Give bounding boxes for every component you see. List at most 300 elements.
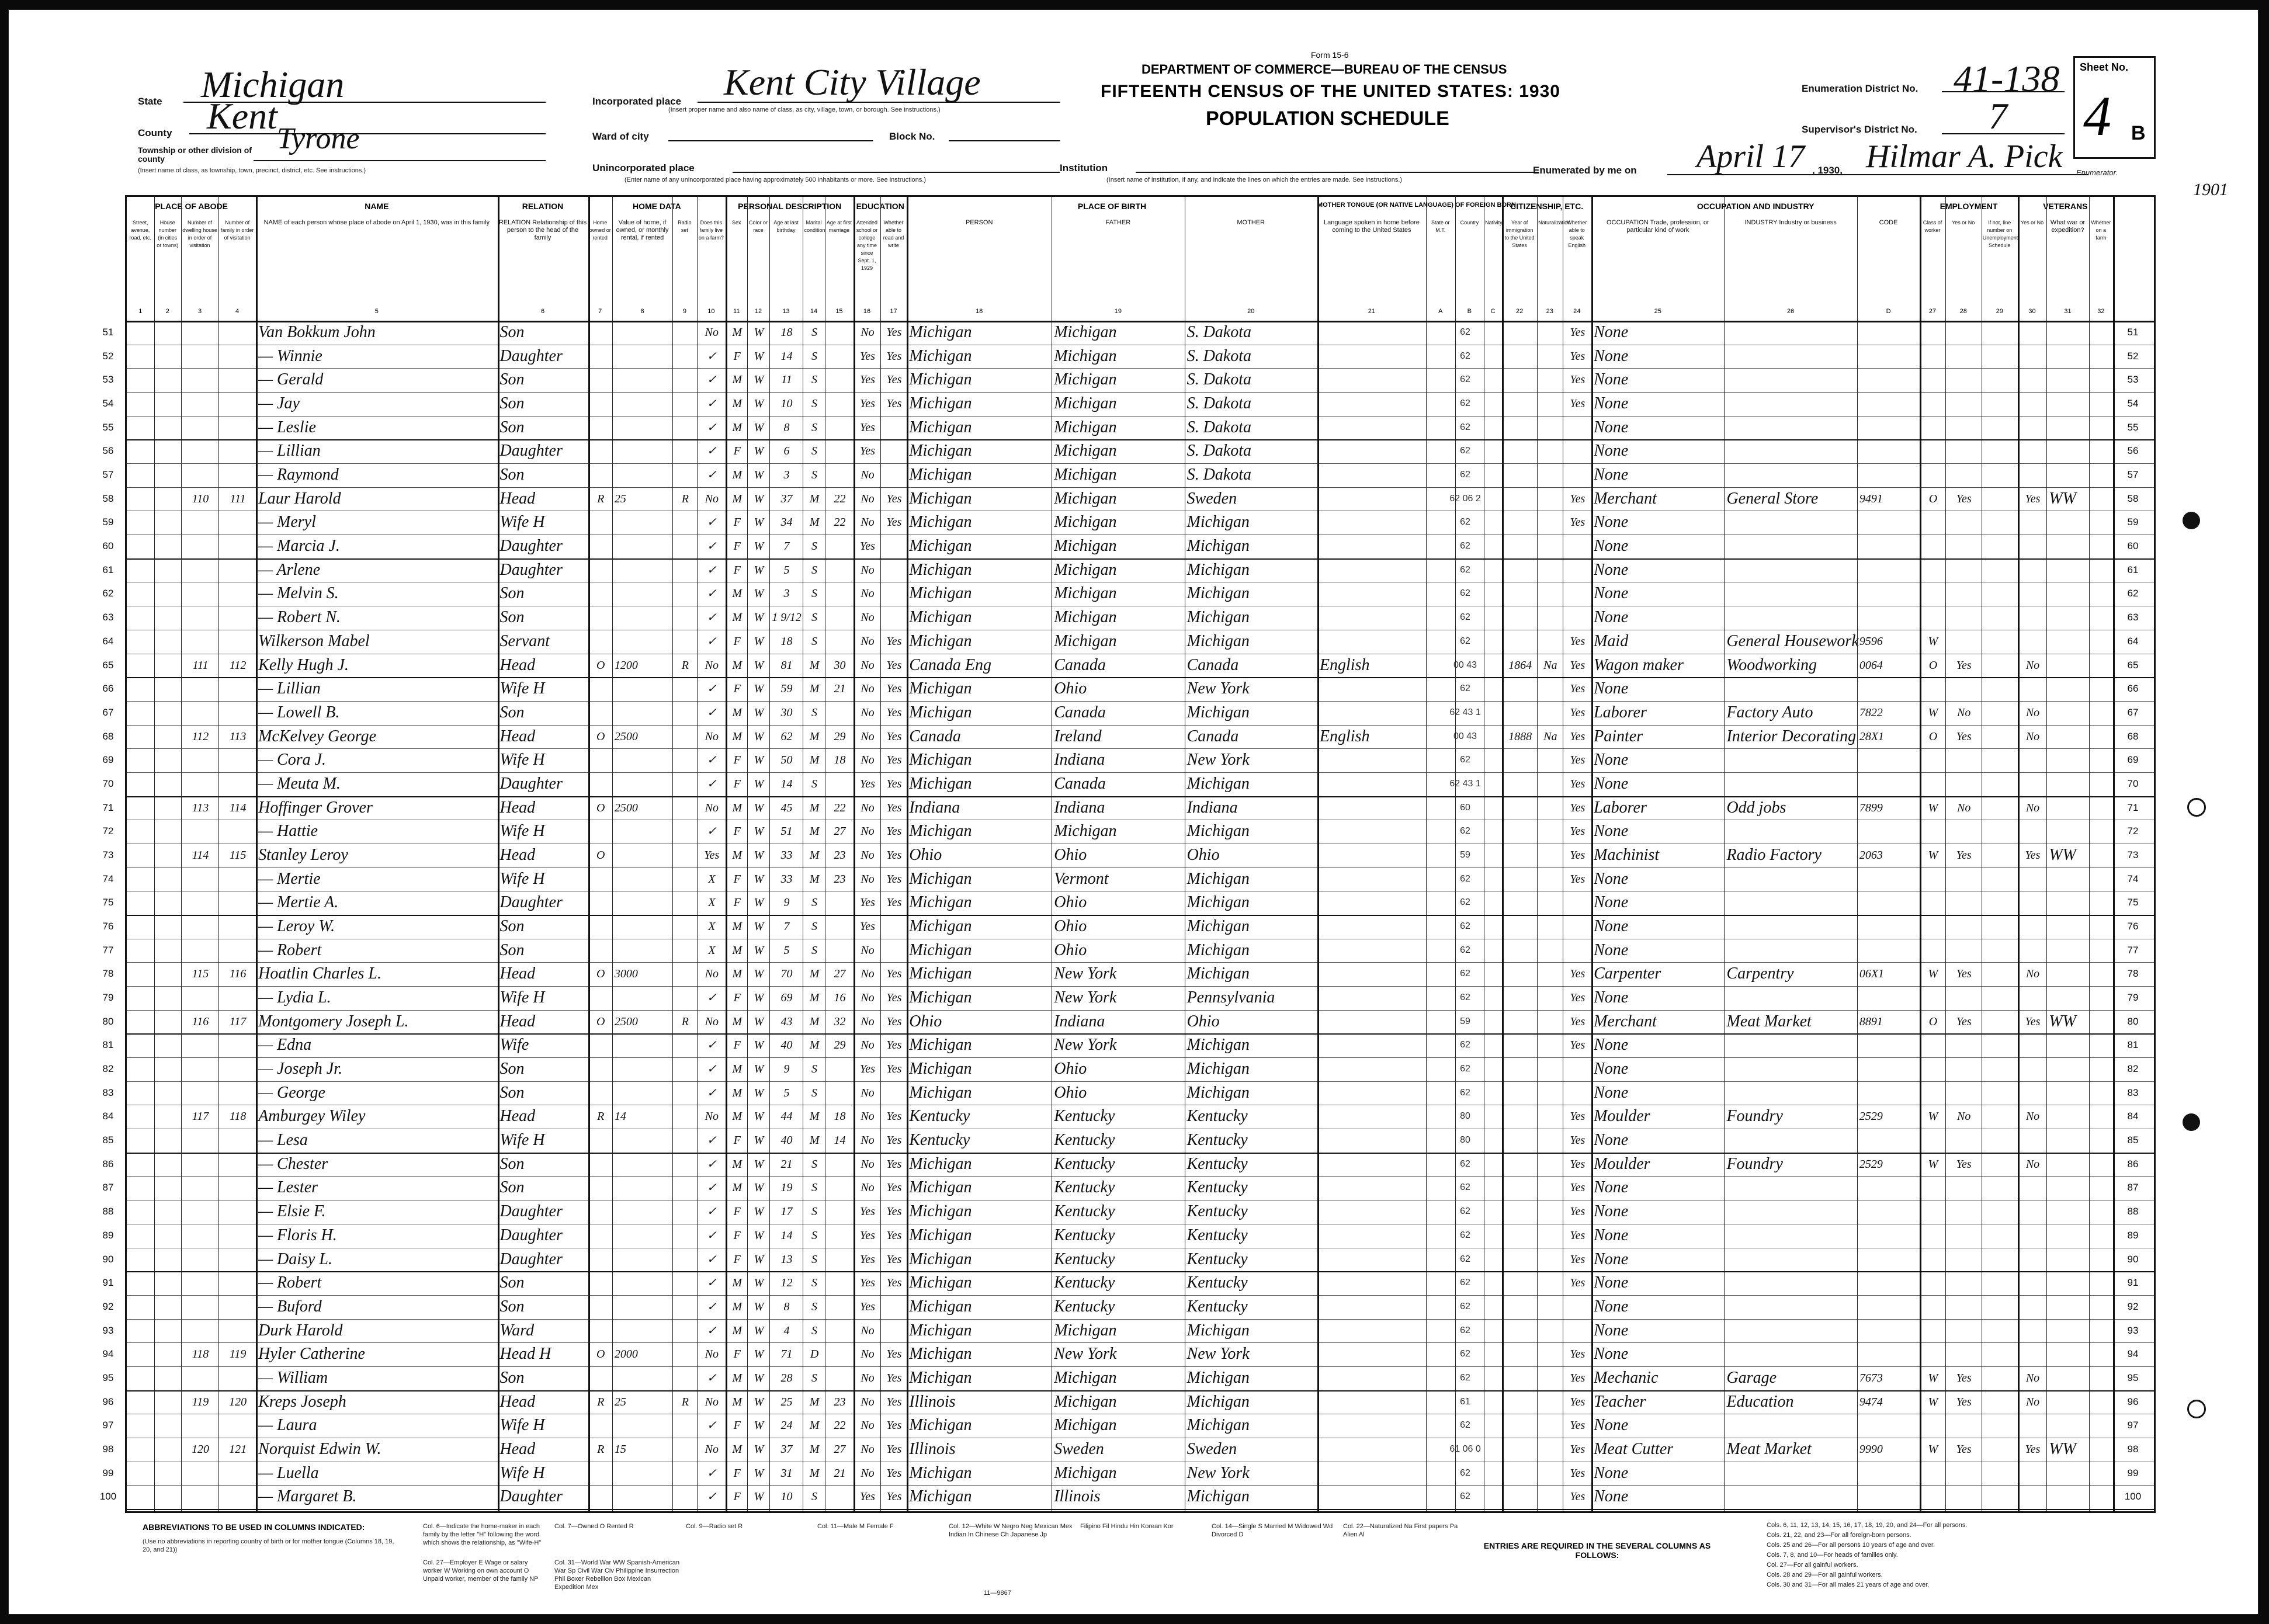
cell-icode [1859,321,1918,344]
cell-icode [1859,416,1918,439]
cell-imm [1504,844,1536,867]
cell-icode: 7899 [1859,801,1883,814]
cell-ind [1726,1342,1855,1366]
cell-agem [827,1271,853,1295]
abbrev-note: (Use no abbreviations in reporting country of birth or for mother tongue (Columns 18, 19, 20, and 21)) [143,1538,394,1553]
cell-school: No [861,587,875,601]
line-number-left: 78 [102,968,114,980]
cell-own [591,1153,611,1176]
block-label: Block No. [889,131,935,142]
cell-nat [1539,321,1561,344]
cell-age: 43 [780,1015,793,1028]
cell-family [221,939,255,962]
cell-occ: Moulder [1594,1107,1650,1126]
cell-lang [1320,891,1425,914]
column-number: 6 [540,308,545,315]
cell-ind: Meat Market [1726,1439,1812,1458]
line-number-right: 80 [2127,1015,2139,1027]
cell-vet: No [2025,706,2040,719]
cell-radio [675,962,695,985]
line-number-right: 56 [2127,445,2139,457]
cell-imm [1504,1366,1536,1390]
abbrev-note-item: Col. 31—World War WW Spanish-American War Sp Civil War Civ Philippine Insurrection Phil Boxer Rebellion Box Mexican Expedition Mex [554,1559,679,1591]
cell-agem [827,891,853,914]
line-number-right: 89 [2127,1229,2139,1241]
cell-marital: M [809,848,820,862]
cell-imm [1504,321,1536,344]
cell-name: Kelly Hugh J. [258,655,349,674]
column-divider [588,197,590,1511]
cell-lang [1320,867,1425,891]
cell-eng: Yes [1570,1419,1585,1432]
cell-nat [1539,986,1561,1009]
cell-lang [1320,1414,1425,1437]
line-number-right: 63 [2127,612,2139,623]
table-row [102,1010,2154,1035]
table-row [102,1033,2154,1058]
column-number: 28 [1959,308,1967,315]
cell-eng [1565,582,1591,605]
cell-race: W [754,943,764,957]
cell-eng [1565,535,1591,558]
abbrev-note-item: Col. 22—Naturalized Na First papers Pa Alien Al [1343,1523,1458,1538]
table-row [102,986,2154,1011]
county-line [189,133,546,134]
column-header: Marital condition [804,220,825,233]
cell-agem: 18 [834,754,846,767]
cell-vet [2020,1224,2046,1247]
cell-emp [1948,535,1980,558]
cell-dwelling [183,1462,217,1485]
cell-radio [675,867,695,891]
cell-imm [1504,1271,1536,1295]
cell-fbp: Michigan [1054,1321,1117,1340]
cell-race: W [754,991,764,1005]
cell-family [221,915,255,938]
enumeration-district-value: 41-138 [1954,58,2060,99]
cell-bp: Michigan [909,466,972,484]
column-group-4: PERSONAL DESCRIPTION [738,202,842,211]
cell-radio [675,1342,695,1366]
cell-ind [1726,368,1855,391]
cell-mbp: Kentucky [1186,1273,1248,1292]
cell-lang [1320,630,1425,653]
cell-radio [675,677,695,700]
cell-age: 71 [780,1348,793,1361]
table-row [102,820,2154,844]
cell-fbp: Kentucky [1054,1107,1115,1126]
cell-ind [1726,606,1855,629]
cell-war [2049,748,2087,772]
cell-sex: M [732,1371,743,1384]
cell-eng: Yes [1570,1181,1585,1195]
cell-fbp: Michigan [1054,822,1117,841]
cell-cw [1922,986,1944,1009]
cell-vet [2020,748,2046,772]
cell-relation: Daughter [499,442,563,460]
cell-bp: Michigan [909,1178,972,1197]
cell-mbp: Michigan [1186,774,1250,793]
cell-value [615,558,671,582]
cell-family: 115 [229,848,247,862]
cell-read: Yes [886,1181,902,1195]
cell-cw [1922,748,1944,772]
cell-icode [1859,939,1918,962]
table-row [102,1248,2154,1273]
line-number-left: 100 [99,1491,117,1502]
cell-vet: No [2025,801,2040,814]
cell-ind [1726,321,1855,344]
cell-relation: Head [499,489,536,508]
cell-farm: ✓ [706,421,717,434]
cell-value [615,1057,671,1081]
cell-radio [675,1319,695,1342]
cell-occ: Maid [1594,631,1629,650]
cell-code: 62 [1460,1491,1470,1502]
line-number-left: 83 [102,1087,114,1098]
cell-mbp: Kentucky [1186,1154,1248,1173]
cell-radio [675,463,695,487]
cell-radio [675,345,695,368]
cell-dwelling [183,1485,217,1508]
cell-code: 62 [1460,374,1470,385]
cell-marital: S [811,706,818,719]
cell-school: Yes [860,1063,875,1076]
cell-race: W [754,397,764,411]
cell-war [2049,511,2087,534]
line-number-right: 87 [2127,1182,2139,1193]
enumerated-date: April 17 [1696,138,1805,175]
cell-vet [2020,345,2046,368]
cell-radio [675,582,695,605]
cell-bp: Michigan [909,893,972,912]
cell-occ: Mechanic [1594,1368,1659,1387]
cell-emp [1948,1129,1980,1152]
cell-mbp: S. Dakota [1186,370,1251,389]
line-number-right: 53 [2127,374,2139,386]
cell-race: W [754,1324,764,1337]
cell-emp: Yes [1956,730,1972,743]
cell-eng [1565,463,1591,487]
cell-own [591,1485,611,1508]
cell-family [221,867,255,891]
cell-ind [1726,748,1855,772]
sheet-footer [96,1518,2176,1605]
cell-agem: 16 [834,991,846,1005]
cell-family [221,1153,255,1176]
cell-age: 17 [780,1205,793,1219]
cell-name: Amburgey Wiley [258,1107,366,1126]
cell-imm [1504,1033,1536,1057]
cell-icode [1859,582,1918,605]
cell-dwelling: 120 [192,1442,210,1456]
cell-icode [1859,463,1918,487]
cell-code: 59 [1460,849,1470,860]
table-row [102,535,2154,560]
margin-note: 1901 [2193,180,2228,199]
column-divider [672,197,673,1511]
cell-radio [675,535,695,558]
cell-race: W [754,1205,764,1219]
column-divider [726,197,727,1511]
population-table [99,195,2156,1513]
cell-value: 25 [614,492,626,505]
cell-code: 62 [1460,1467,1470,1478]
cell-eng [1565,416,1591,439]
line-number-right: 67 [2127,706,2139,718]
cell-eng: Yes [1570,1395,1585,1408]
cell-bp: Michigan [909,679,972,698]
cell-value [615,463,671,487]
cell-race: W [754,516,764,529]
cell-age: 8 [783,1300,790,1313]
cell-age: 30 [780,706,793,719]
cell-war [2049,582,2087,605]
cell-war [2049,439,2087,463]
table-row [102,1271,2154,1296]
cell-age: 13 [780,1252,793,1266]
column-header: OCCUPATION Trade, profession, or particular kind of work [1606,219,1709,234]
cell-fbp: Michigan [1054,346,1117,365]
line-number-right: 52 [2127,350,2139,362]
cell-value [615,986,671,1009]
table-row [102,582,2154,606]
cell-age: 45 [780,801,793,814]
cell-relation: Head [499,964,536,983]
cell-agem [827,1200,853,1223]
cell-occ: None [1594,1463,1629,1482]
cell-marital: S [811,397,818,411]
cell-ind [1726,915,1855,938]
cell-family: 114 [229,801,247,814]
cell-marital: M [809,730,820,743]
column-group-3: HOME DATA [632,202,681,211]
cell-name: — Robert [258,941,322,959]
cell-race: W [754,801,764,814]
column-number: 4 [235,308,240,315]
cell-lang [1320,1176,1425,1199]
table-row [102,1224,2154,1248]
line-number-left: 92 [102,1300,114,1312]
cell-occ: Laborer [1594,798,1647,817]
cell-farm: No [705,1395,719,1408]
cell-ind: Radio Factory [1726,845,1822,864]
cell-value [615,844,671,867]
cell-bp: Michigan [909,323,972,341]
cell-mbp: Michigan [1186,869,1250,888]
cell-name: — Lesa [258,1131,308,1150]
line-number-right: 82 [2127,1063,2139,1075]
cell-relation: Son [499,1297,525,1316]
cell-mbp: S. Dakota [1186,394,1251,413]
cell-vet [2020,1271,2046,1295]
column-group-9: OCCUPATION AND INDUSTRY [1696,202,1814,211]
cell-ind [1726,867,1855,891]
line-number-right: 54 [2127,398,2139,410]
cell-imm: 1888 [1508,730,1532,743]
cell-age: 14 [780,1229,793,1242]
cell-nat: Na [1543,658,1557,672]
cell-family [221,1366,255,1390]
cell-family [221,1129,255,1152]
abbrev-title: ABBREVIATIONS TO BE USED IN COLUMNS INDICATED: [143,1522,365,1532]
cell-race: W [754,611,764,624]
cell-radio [675,630,695,653]
line-number-right: 73 [2127,849,2139,860]
cell-school: No [861,1395,875,1408]
cell-age: 4 [783,1324,790,1337]
cell-read: Yes [886,326,902,339]
cell-farm: No [705,1015,719,1028]
cell-relation: Daughter [499,1226,563,1244]
cell-mbp: New York [1186,751,1250,769]
column-header: Home owned or rented [589,220,611,241]
cell-occ: None [1594,1060,1629,1078]
cell-lang [1320,463,1425,487]
cell-age: 18 [780,326,793,339]
cell-value [615,1319,671,1342]
cell-code: 62 [1460,683,1470,694]
cell-cw [1922,535,1944,558]
cell-cw [1922,677,1944,700]
cell-cw [1922,1271,1944,1295]
column-number: 30 [2028,308,2036,315]
cell-nat [1539,416,1561,439]
cell-bp: Michigan [909,1297,972,1316]
cell-family [221,392,255,415]
cell-value [615,1366,671,1390]
cell-own [591,1462,611,1485]
cell-farm: ✓ [706,611,717,624]
cell-nat [1539,1057,1561,1081]
cell-emp [1948,986,1980,1009]
cell-imm [1504,1485,1536,1508]
cell-imm [1504,1319,1536,1342]
cell-ind [1726,939,1855,962]
cell-imm [1504,1438,1536,1461]
table-row [102,677,2154,702]
cell-lang [1320,1033,1425,1057]
cell-ind [1726,820,1855,843]
cell-emp [1948,1414,1980,1437]
cell-age: 21 [780,1157,793,1171]
cell-farm: ✓ [706,445,717,458]
cell-name: — Winnie [258,346,322,365]
cell-vet [2020,582,2046,605]
cell-family [221,1081,255,1105]
cell-war [2049,1105,2087,1128]
abbrev-note-item: Col. 14—Single S Married M Widowed Wd Divorced D [1212,1523,1333,1538]
cell-code: 62 [1460,826,1470,837]
column-number: 29 [1996,308,2003,315]
cell-ind: Woodworking [1726,655,1817,674]
cell-bp: Ohio [909,845,942,864]
cell-eng: Yes [1570,872,1585,886]
cell-marital: M [809,658,820,672]
cell-agem [827,439,853,463]
cell-lang [1320,772,1425,796]
column-group-10: EMPLOYMENT [1940,202,1998,211]
cell-relation: Son [499,703,525,721]
cell-emp [1948,1462,1980,1485]
cell-lang [1320,1342,1425,1366]
cell-family [221,701,255,724]
cell-imm [1504,1414,1536,1437]
cell-ind [1726,1319,1855,1342]
cell-icode [1859,1200,1918,1223]
cell-farm: ✓ [706,1039,717,1052]
cell-cw [1922,1295,1944,1318]
cell-icode: 28X1 [1859,730,1885,743]
cell-code: 62 [1460,755,1470,765]
column-divider [1537,197,1538,1511]
entries-note-item: Cols. 21, 22, and 23—For all foreign-born persons. [1767,1532,1911,1539]
cell-code: 62 [1460,517,1470,528]
cell-dwelling: 115 [192,967,209,981]
column-number: 19 [1114,308,1122,315]
cell-nat [1539,487,1561,511]
column-number: 22 [1516,308,1524,315]
cell-read: Yes [886,777,902,790]
cell-vet [2020,891,2046,914]
cell-war [2049,820,2087,843]
line-number-right: 51 [2127,327,2139,338]
cell-lang [1320,1485,1425,1508]
cell-bp: Michigan [909,346,972,365]
line-number-left: 89 [102,1229,114,1241]
cell-mbp: Indiana [1186,798,1238,817]
cell-farm: No [705,967,719,981]
cell-ind [1726,1081,1855,1105]
column-number: B [1467,308,1472,315]
cell-value [615,748,671,772]
cell-ind [1726,891,1855,914]
cell-family [221,820,255,843]
binder-hole-dot [2183,1113,2200,1131]
cell-fbp: Michigan [1054,418,1117,436]
cell-value [615,1129,671,1152]
cell-mbp: Michigan [1186,893,1250,912]
cell-eng [1565,891,1591,914]
cell-cw: W [1928,967,1938,981]
cell-agem [827,582,853,605]
cell-occ: Merchant [1594,1012,1657,1030]
line-number-right: 92 [2127,1300,2139,1312]
cell-occ: None [1594,679,1629,698]
cell-emp: Yes [1956,1157,1972,1171]
cell-imm [1504,487,1536,511]
cell-emp [1948,463,1980,487]
cell-ind [1726,345,1855,368]
cell-read: Yes [886,706,902,719]
cell-agem [827,630,853,653]
sheet-label: Sheet No. [2080,61,2129,73]
column-header: State or M.T. [1431,220,1450,233]
table-row [102,368,2154,393]
column-divider [612,197,613,1511]
cell-race: W [754,1348,764,1361]
column-header: Yes or No [2020,220,2044,225]
cell-age: 18 [780,634,793,648]
cell-school: No [861,1157,875,1171]
cell-family [221,1295,255,1318]
line-number-left: 73 [102,849,114,860]
cell-vet [2020,1319,2046,1342]
cell-value [615,820,671,843]
cell-value [615,1414,671,1437]
cell-vet: No [2025,967,2040,981]
cell-radio [675,558,695,582]
